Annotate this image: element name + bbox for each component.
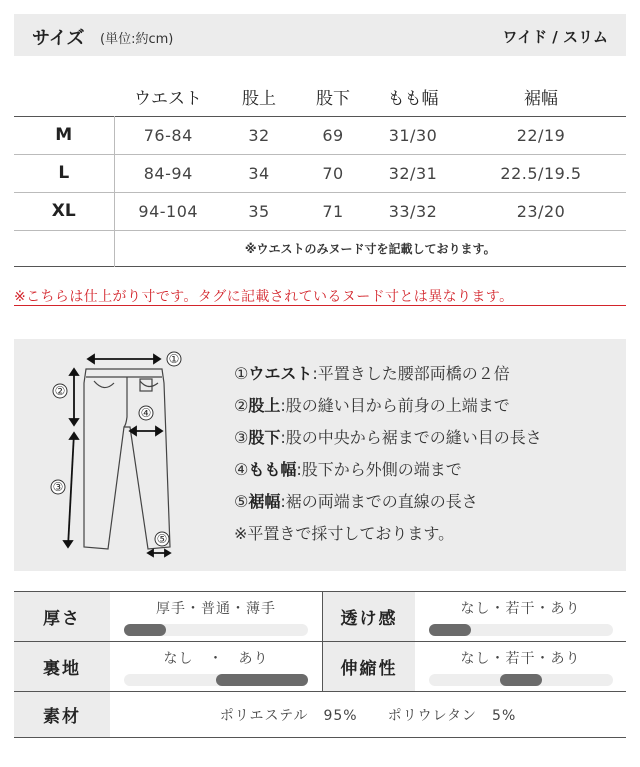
table-cell: 33/32 — [388, 201, 438, 221]
table-cell: 84-94 — [143, 163, 193, 183]
size-label: L — [14, 154, 114, 192]
measure-item-inseam: ③股下:股の中央から裾までの縫い目の長さ — [234, 428, 542, 447]
transparency-label: 透け感 — [323, 592, 416, 642]
col-rise: 股上 — [242, 89, 276, 110]
table-cell: 70 — [322, 163, 344, 183]
fabric-label: 素材 — [14, 692, 110, 738]
table-cell: 32/31 — [388, 163, 438, 183]
material-row — [14, 692, 626, 738]
diagram-label-4: ④ — [140, 406, 152, 420]
table-cell: 76-84 — [143, 125, 193, 145]
waist-note: ※ウエストのみヌード寸を記載しております。 — [244, 241, 496, 256]
transparency-track — [429, 624, 613, 636]
unit-label: (単位:約cm) — [100, 32, 174, 47]
measurement-guide — [14, 339, 626, 571]
lining-options: なし ・ あり — [163, 650, 269, 667]
table-row — [14, 154, 626, 192]
thickness-scale — [110, 592, 323, 642]
material-row — [14, 642, 626, 692]
diagram-label-2: ② — [54, 384, 66, 398]
pants-diagram — [44, 347, 204, 563]
stretch-options: なし・若干・あり — [460, 650, 581, 667]
table-cell: 32 — [248, 125, 270, 145]
transparency-options: なし・若干・あり — [460, 600, 581, 617]
size-table-header-row — [14, 78, 626, 116]
table-cell: 94-104 — [138, 201, 199, 221]
diagram-label-1: ① — [168, 352, 180, 366]
measure-item-thigh: ④もも幅:股下から外側の端まで — [234, 460, 462, 479]
stretch-label: 伸縮性 — [323, 642, 416, 692]
transparency-fill — [429, 624, 471, 636]
material-table — [14, 591, 626, 738]
lining-label: 裏地 — [14, 642, 110, 692]
size-label: XL — [14, 192, 114, 230]
col-inseam: 股下 — [316, 89, 350, 110]
table-note-row — [14, 230, 626, 266]
measure-item-rise: ②股上:股の縫い目から前身の上端まで — [234, 396, 510, 415]
thickness-track — [124, 624, 308, 636]
stretch-fill — [500, 674, 542, 686]
col-waist: ウエスト — [134, 89, 202, 110]
lining-scale — [110, 642, 323, 692]
table-cell: 22.5/19.5 — [500, 163, 582, 183]
size-label: M — [14, 116, 114, 154]
measure-item-waist: ①ウエスト:平置きした腰部両橋の２倍 — [234, 364, 510, 383]
table-cell: 35 — [248, 201, 270, 221]
thickness-options: 厚手・普通・薄手 — [156, 600, 276, 617]
table-cell: 31/30 — [388, 125, 438, 145]
size-table — [14, 78, 626, 267]
lining-fill — [216, 674, 308, 686]
lining-track — [124, 674, 308, 686]
size-header — [14, 14, 626, 56]
stretch-scale — [415, 642, 626, 692]
table-cell: 71 — [322, 201, 344, 221]
material-row — [14, 592, 626, 642]
diagram-label-3: ③ — [52, 480, 64, 494]
diagram-label-5: ⑤ — [156, 532, 168, 546]
measure-item-hem: ⑤裾幅:裾の両端までの直線の長さ — [234, 492, 478, 511]
fabric-value: ポリエステル 95% ポリウレタン 5% — [110, 692, 626, 738]
col-thigh: もも幅 — [387, 89, 439, 110]
fit-variant-label: ワイド / スリム — [502, 28, 608, 46]
table-row — [14, 192, 626, 230]
stretch-track — [429, 674, 613, 686]
transparency-scale — [415, 592, 626, 642]
finished-size-notice: ※こちらは仕上がり寸です。タグに記載されているヌード寸とは異なります。 — [14, 289, 514, 305]
table-cell: 23/20 — [516, 201, 566, 221]
table-cell: 69 — [322, 125, 344, 145]
table-row — [14, 116, 626, 154]
col-hem: 裾幅 — [524, 89, 558, 110]
thickness-label: 厚さ — [14, 592, 110, 642]
measure-note: ※平置きで採寸しております。 — [234, 524, 455, 543]
size-title: サイズ — [32, 28, 85, 49]
table-cell: 34 — [248, 163, 270, 183]
thickness-fill — [124, 624, 166, 636]
notice-underline — [14, 305, 626, 306]
table-cell: 22/19 — [516, 125, 566, 145]
